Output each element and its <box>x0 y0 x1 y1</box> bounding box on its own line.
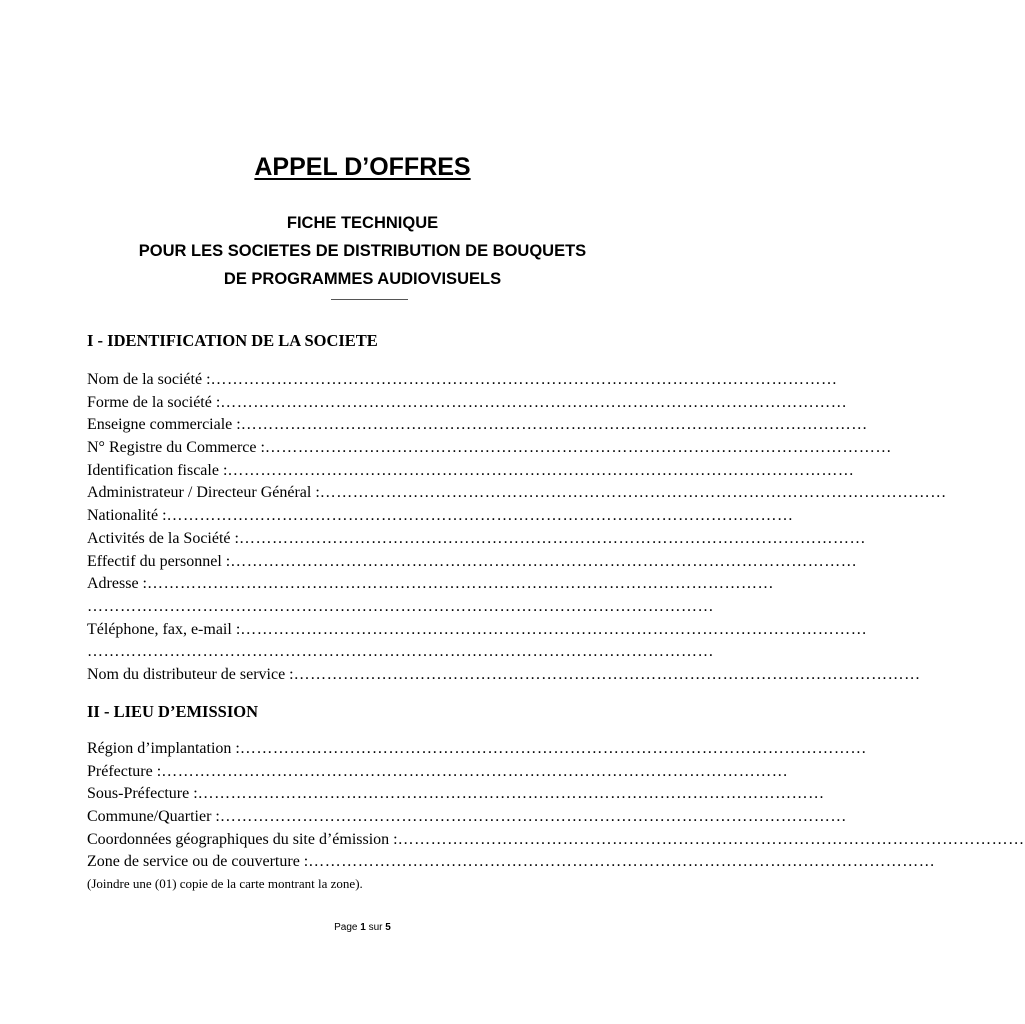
page-prefix: Page <box>334 922 361 933</box>
form-field-line <box>87 596 714 619</box>
form-field-line <box>87 851 936 874</box>
field-dotted-blank: …………………………………………………………………………………………………… <box>220 393 848 411</box>
emission-fields <box>87 738 1025 874</box>
subtitle-line-1: FICHE TECHNIQUE <box>286 214 439 232</box>
title-divider <box>331 299 408 300</box>
page-number <box>0 922 725 933</box>
form-field-line <box>87 505 794 528</box>
field-dotted-blank: …………………………………………………………………………………………………… <box>397 830 1025 848</box>
form-field-line <box>87 783 825 806</box>
field-dotted-blank: …………………………………………………………………………………………………… <box>308 853 936 871</box>
field-dotted-blank: …………………………………………………………………………………………………… <box>238 529 866 547</box>
field-label: Adresse : <box>87 575 147 593</box>
field-dotted-blank: …………………………………………………………………………………………………… <box>264 439 892 457</box>
field-dotted-blank: …………………………………………………………………………………………………… <box>240 620 868 638</box>
field-dotted-blank: …………………………………………………………………………………………………… <box>87 643 714 661</box>
subtitle-line-3: DE PROGRAMMES AUDIOVISUELS <box>223 270 502 288</box>
field-dotted-blank: …………………………………………………………………………………………………… <box>161 762 789 780</box>
form-field-line <box>87 641 714 664</box>
field-label: Sous-Préfecture : <box>87 785 198 803</box>
form-field-line <box>87 738 867 761</box>
form-field-line <box>87 664 921 687</box>
form-field-line <box>87 551 858 574</box>
field-label: Nationalité : <box>87 507 167 525</box>
field-label: Zone de service ou de couverture : <box>87 853 309 871</box>
document-title: APPEL D’OFFRES <box>254 153 471 181</box>
page-middle: sur <box>365 922 386 933</box>
field-label: Préfecture : <box>87 762 162 780</box>
field-dotted-blank: …………………………………………………………………………………………………… <box>210 371 838 388</box>
identification-fields <box>87 369 947 687</box>
form-field-line <box>87 619 868 642</box>
form-field-line <box>87 482 947 505</box>
section-emission-heading: II - LIEU D’EMISSION <box>87 702 258 721</box>
form-field-line <box>87 761 789 784</box>
form-field-line <box>87 437 892 460</box>
field-label: Administrateur / Directeur Général : <box>87 484 320 502</box>
field-dotted-blank: …………………………………………………………………………………………………… <box>293 665 921 683</box>
field-dotted-blank: …………………………………………………………………………………………………… <box>197 785 825 803</box>
field-label: Identification fiscale : <box>87 461 228 479</box>
field-label: Nom du distributeur de service : <box>87 665 294 683</box>
field-label: Activités de la Société : <box>87 529 239 547</box>
field-dotted-blank: …………………………………………………………………………………………………… <box>227 461 855 479</box>
form-field-line <box>87 573 774 596</box>
page-current: 1 <box>360 922 366 933</box>
field-dotted-blank: …………………………………………………………………………………………………… <box>230 552 858 570</box>
form-field-line <box>87 392 848 415</box>
field-dotted-blank: …………………………………………………………………………………………………… <box>87 597 714 615</box>
subtitle-line-2: POUR LES SOCIETES DE DISTRIBUTION DE BOUQUETS <box>138 242 587 260</box>
form-field-line <box>87 414 868 437</box>
form-field-line <box>87 460 855 483</box>
form-field-line <box>87 528 866 551</box>
field-dotted-blank: …………………………………………………………………………………………………… <box>219 808 847 826</box>
field-label: Commune/Quartier : <box>87 808 220 826</box>
form-field-line <box>87 829 1025 852</box>
field-label: Effectif du personnel : <box>87 552 231 570</box>
field-label: Enseigne commerciale : <box>87 416 241 434</box>
field-label: Région d’implantation : <box>87 740 240 757</box>
field-label: Forme de la société : <box>87 393 221 411</box>
field-label: Nom de la société : <box>87 371 211 388</box>
field-dotted-blank: …………………………………………………………………………………………………… <box>240 416 868 434</box>
map-attachment-note: (Joindre une (01) copie de la carte montrant la zone). <box>87 876 363 891</box>
form-field-line <box>87 369 838 392</box>
field-label: N° Registre du Commerce : <box>87 439 265 457</box>
field-label: Téléphone, fax, e-mail : <box>87 620 241 638</box>
field-dotted-blank: …………………………………………………………………………………………………… <box>319 484 947 502</box>
page-total: 5 <box>385 922 391 933</box>
section-identification-heading: I - IDENTIFICATION DE LA SOCIETE <box>87 331 378 350</box>
field-dotted-blank: …………………………………………………………………………………………………… <box>166 507 794 525</box>
field-dotted-blank: …………………………………………………………………………………………………… <box>146 575 774 593</box>
form-field-line <box>87 806 847 829</box>
field-dotted-blank: …………………………………………………………………………………………………… <box>239 740 867 757</box>
field-label: Coordonnées géographiques du site d’émission : <box>87 830 398 848</box>
